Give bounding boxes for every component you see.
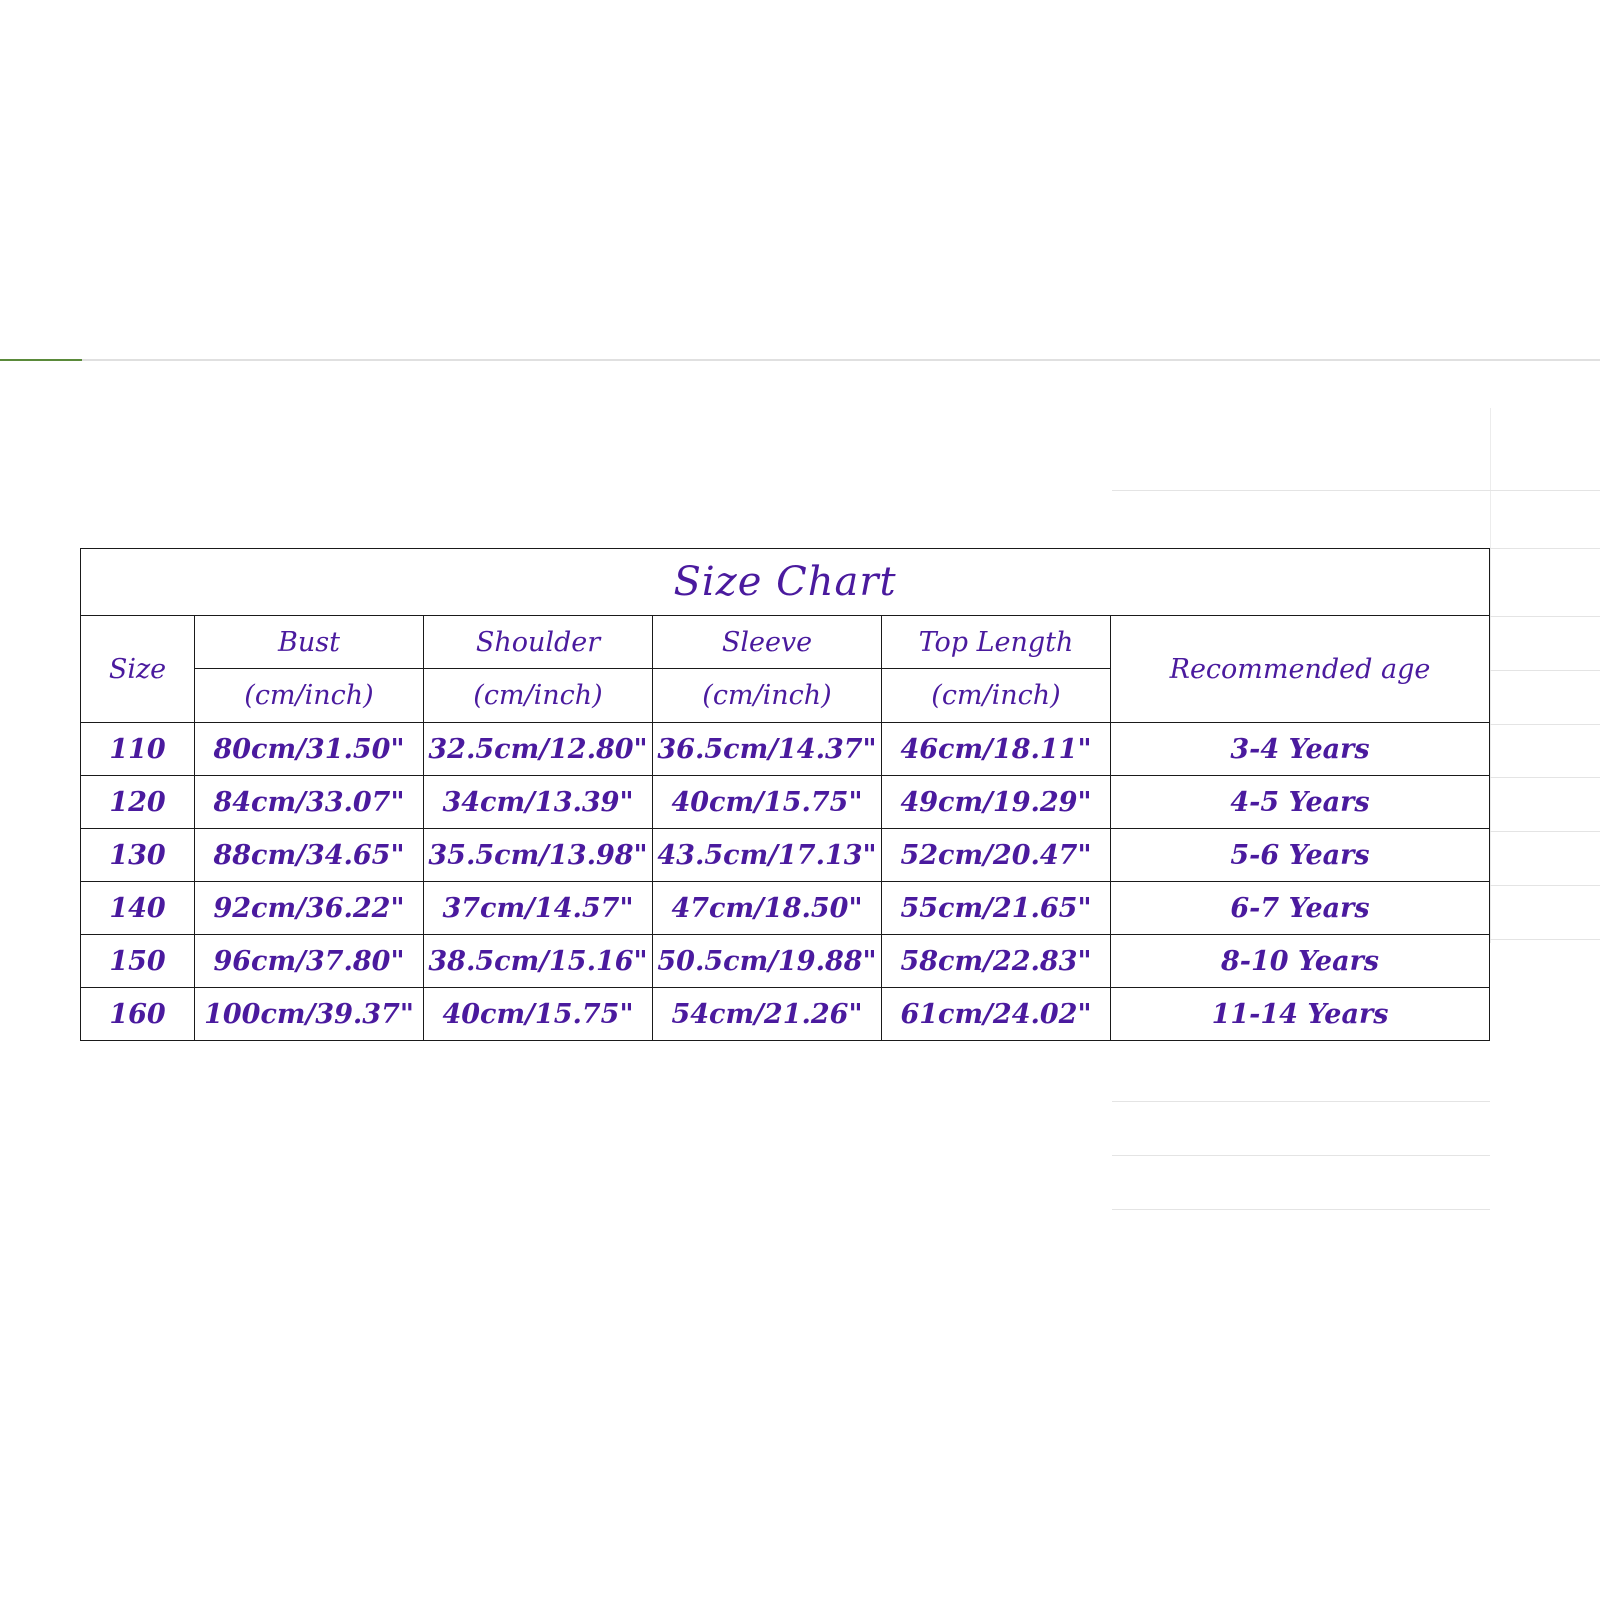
accent-line bbox=[0, 359, 82, 361]
faint-horizontal-line bbox=[1490, 885, 1600, 886]
faint-horizontal-line bbox=[1490, 548, 1600, 549]
faint-horizontal-line bbox=[1490, 777, 1600, 778]
table-row bbox=[81, 935, 1490, 988]
size-cell: 160 bbox=[81, 988, 195, 1041]
top-length-cell: 55cm/21.65" bbox=[882, 882, 1111, 935]
table-row bbox=[81, 988, 1490, 1041]
faint-horizontal-line bbox=[1490, 670, 1600, 671]
shoulder-cell: 38.5cm/15.16" bbox=[424, 935, 653, 988]
unit-label: (cm/inch) bbox=[653, 669, 882, 723]
bust-cell: 84cm/33.07" bbox=[195, 776, 424, 829]
header-size: Size bbox=[81, 616, 195, 723]
age-cell: 11-14 Years bbox=[1111, 988, 1490, 1041]
shoulder-cell: 32.5cm/12.80" bbox=[424, 723, 653, 776]
unit-label: (cm/inch) bbox=[882, 669, 1111, 723]
header-top-length: Top Length bbox=[882, 616, 1111, 669]
size-chart-table bbox=[80, 548, 1490, 1041]
faint-horizontal-line bbox=[1112, 1209, 1490, 1210]
table-row bbox=[81, 882, 1490, 935]
shoulder-cell: 35.5cm/13.98" bbox=[424, 829, 653, 882]
sleeve-cell: 40cm/15.75" bbox=[653, 776, 882, 829]
bust-cell: 96cm/37.80" bbox=[195, 935, 424, 988]
shoulder-cell: 40cm/15.75" bbox=[424, 988, 653, 1041]
shoulder-cell: 37cm/14.57" bbox=[424, 882, 653, 935]
bust-cell: 80cm/31.50" bbox=[195, 723, 424, 776]
table-row bbox=[81, 829, 1490, 882]
faint-horizontal-line bbox=[1112, 1155, 1490, 1156]
header-sleeve: Sleeve bbox=[653, 616, 882, 669]
table-row bbox=[81, 723, 1490, 776]
shoulder-cell: 34cm/13.39" bbox=[424, 776, 653, 829]
top-length-cell: 52cm/20.47" bbox=[882, 829, 1111, 882]
faint-horizontal-line bbox=[1490, 939, 1600, 940]
age-cell: 3-4 Years bbox=[1111, 723, 1490, 776]
header-recommended-age: Recommended age bbox=[1111, 616, 1490, 723]
top-length-cell: 58cm/22.83" bbox=[882, 935, 1111, 988]
top-length-cell: 46cm/18.11" bbox=[882, 723, 1111, 776]
top-length-cell: 61cm/24.02" bbox=[882, 988, 1111, 1041]
age-cell: 6-7 Years bbox=[1111, 882, 1490, 935]
sleeve-cell: 43.5cm/17.13" bbox=[653, 829, 882, 882]
faint-horizontal-line bbox=[1490, 724, 1600, 725]
age-cell: 5-6 Years bbox=[1111, 829, 1490, 882]
size-cell: 120 bbox=[81, 776, 195, 829]
sleeve-cell: 47cm/18.50" bbox=[653, 882, 882, 935]
sleeve-cell: 54cm/21.26" bbox=[653, 988, 882, 1041]
faint-horizontal-line bbox=[1112, 1101, 1490, 1102]
size-cell: 140 bbox=[81, 882, 195, 935]
size-cell: 110 bbox=[81, 723, 195, 776]
top-divider bbox=[82, 359, 1600, 361]
title-row bbox=[81, 549, 1490, 616]
table-row bbox=[81, 776, 1490, 829]
bust-cell: 88cm/34.65" bbox=[195, 829, 424, 882]
chart-title: Size Chart bbox=[81, 549, 1490, 616]
faint-horizontal-line bbox=[1490, 831, 1600, 832]
unit-label: (cm/inch) bbox=[424, 669, 653, 723]
bust-cell: 92cm/36.22" bbox=[195, 882, 424, 935]
size-cell: 130 bbox=[81, 829, 195, 882]
top-length-cell: 49cm/19.29" bbox=[882, 776, 1111, 829]
sleeve-cell: 36.5cm/14.37" bbox=[653, 723, 882, 776]
sleeve-cell: 50.5cm/19.88" bbox=[653, 935, 882, 988]
faint-horizontal-line bbox=[1112, 490, 1600, 491]
age-cell: 4-5 Years bbox=[1111, 776, 1490, 829]
header-shoulder: Shoulder bbox=[424, 616, 653, 669]
header-bust: Bust bbox=[195, 616, 424, 669]
faint-horizontal-line bbox=[1490, 616, 1600, 617]
size-cell: 150 bbox=[81, 935, 195, 988]
header-row bbox=[81, 616, 1490, 669]
unit-label: (cm/inch) bbox=[195, 669, 424, 723]
faint-vertical-line bbox=[1490, 408, 1491, 943]
bust-cell: 100cm/39.37" bbox=[195, 988, 424, 1041]
age-cell: 8-10 Years bbox=[1111, 935, 1490, 988]
